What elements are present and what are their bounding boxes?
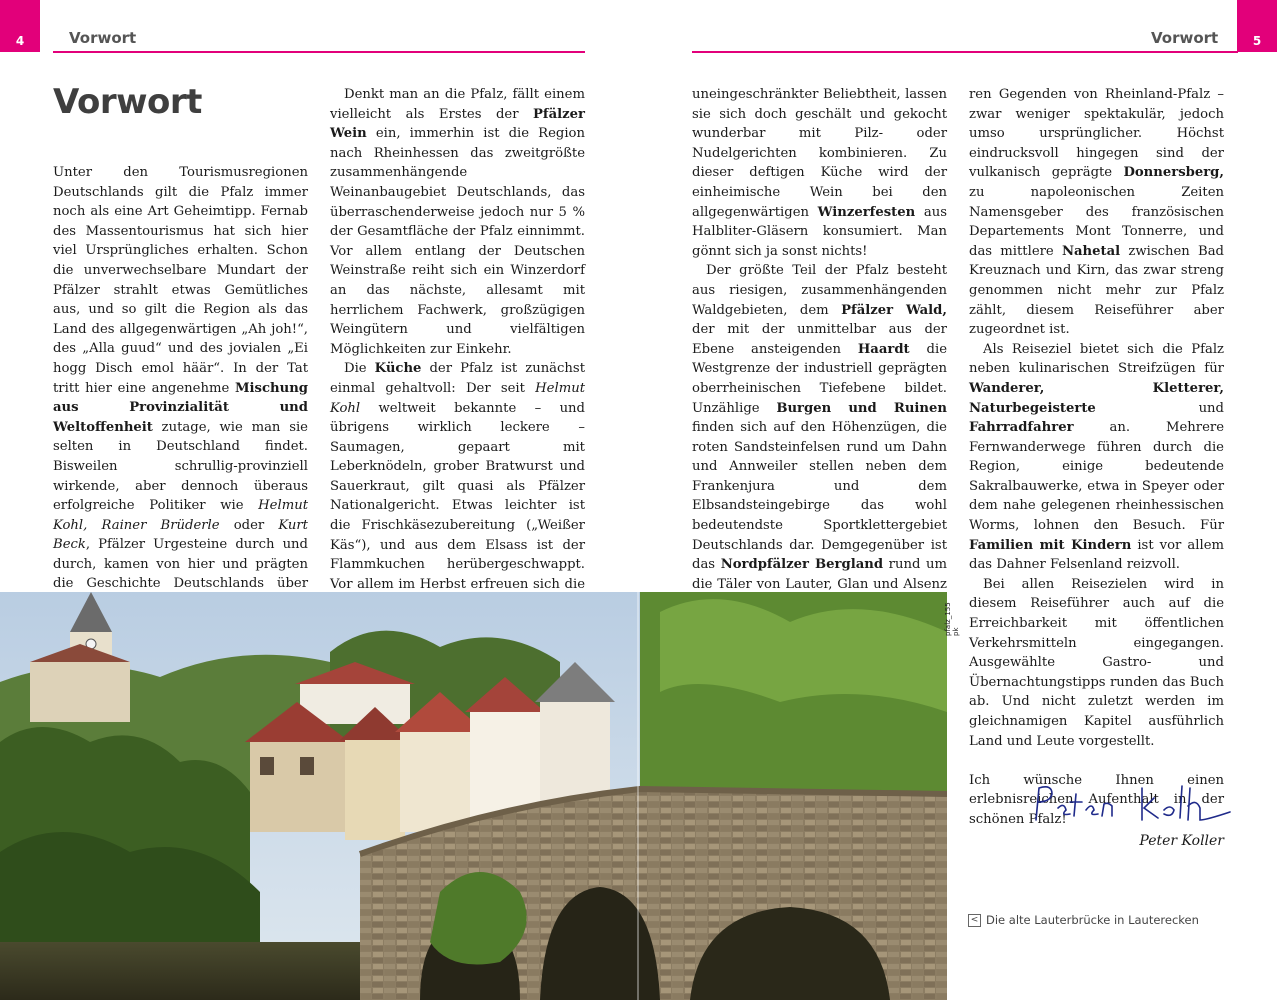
text-run: , Pfälzer Urgesteine durch und durch, kamen von hier und prägten die Geschichte Deutschlands über: [53, 537, 308, 592]
paragraph: [53, 163, 308, 614]
text-run: aus Halbliter-Gläsern konsumiert. Man gönnt sich ja sonst nichts!: [692, 204, 947, 259]
bold-text: Pfälzer Wein: [330, 106, 585, 142]
text-run: zu napoleonischen Zeiten Namensgeber des französischen Departements Mont Tonnerre, und das mittlere: [969, 184, 1224, 259]
text-run: Die: [344, 361, 375, 377]
page-gutter: [637, 592, 639, 1000]
header-rule-left: [53, 51, 585, 53]
text-run: zutage, wie man sie selten in Deutschland findet. Bisweilen schrullig-provinziell wirkende, aber dennoch überaus erfolgreiche Politiker wie: [53, 419, 308, 514]
text-column-3: [692, 85, 947, 634]
paragraph: [969, 85, 1224, 340]
italic-text: Helmut Kohl: [330, 380, 585, 416]
text-run: rund um die Täler von Lauter, Glan und Alsenz: [692, 557, 947, 592]
text-run: und: [1095, 400, 1224, 416]
bridge-photo: [0, 592, 947, 1000]
page-number-right: 5: [1237, 0, 1277, 52]
handwritten-signature: [1030, 780, 1240, 830]
bold-text: Donnersberg,: [1123, 165, 1224, 181]
paragraph: [692, 85, 947, 261]
bold-text: Pfälzer Wald,: [841, 302, 947, 318]
text-column-2: [330, 85, 585, 653]
bold-text: Familien mit Kindern: [969, 537, 1132, 553]
text-run: Als Reiseziel bietet sich die Pfalz neben kulinarischen Streifzügen für: [969, 341, 1224, 377]
text-run: Der größte Teil der Pfalz besteht aus riesigen, zusammenhängenden Waldgebieten, dem: [692, 263, 947, 318]
text-run: die Westgrenze der industriell geprägten oberrheinischen Tiefebene bildet. Unzählige: [692, 341, 947, 416]
bold-text: Wanderer, Kletterer, Naturbegeisterte: [969, 380, 1224, 416]
bold-text: Nordpfälzer Bergland: [720, 557, 884, 573]
text-column-1: [53, 163, 308, 614]
paragraph: [969, 340, 1224, 575]
paragraph: [692, 261, 947, 633]
text-run: weltweit bekannte – und übrigens wirklich leckere – Saumagen, gepaart mit Leberknödeln, grober Bratwurst und Sauerkraut, gilt quasi als Pfälzer Nationalgericht. Etwas leichter ist die Frischkäsezubereitung („Weißer Käs“), und aus dem Elsass ist der Flammkuchen herübergeschwappt. Vor allem im Herbst erfreuen sich die: [330, 400, 585, 592]
text-run: der Pfalz ist zunächst einmal gehaltvoll: Der seit: [330, 361, 585, 396]
text-run: zwischen Bad Kreuznach und Kirn, das zwar streng genommen nicht mehr zur Pfalz zählt, diesem Reiseführer aber zugeordnet ist.: [969, 243, 1224, 338]
text-run: ist vor allem das Dahner Felsenland reizvoll.: [969, 537, 1224, 573]
caption-text: Die alte Lauterbrücke in Lauterecken: [986, 913, 1199, 927]
paragraph: [969, 575, 1224, 751]
text-run: Denkt man an die Pfalz, fällt einem vielleicht als Erstes der: [330, 87, 585, 122]
photo-credit: pfalz_155 pk: [944, 602, 960, 636]
italic-text: Helmut Kohl, Rainer Brüderle: [53, 498, 308, 533]
text-run: der mit der unmittelbar aus der Ebene ansteigenden: [692, 322, 947, 357]
running-title-right: Vorwort: [1151, 29, 1219, 47]
bold-text: Burgen und Ruinen: [776, 400, 947, 416]
bold-text: Haardt: [857, 341, 910, 357]
bold-text: Mischung aus Provinzialität und Weltoffenheit: [53, 380, 308, 435]
page-number-left: 4: [0, 0, 40, 52]
bold-text: Fahrradfahrer: [969, 420, 1074, 436]
bold-text: Winzerfesten: [817, 204, 916, 220]
text-column-4: [969, 85, 1224, 830]
text-run: uneingeschränkter Beliebtheit, lassen sie sich doch geschält und gekocht wunderbar mit Pilz- oder Nudelgerichten kombinieren. Zu dieser deftigen Küche wird der einheimische Wein bei den allgegenwärtigen: [692, 87, 947, 220]
text-run: ein, immerhin ist die Region nach Rheinhessen das zweitgrößte zusammenhängende Weinanbaugebiet Deutschlands, das überraschenderweise jedoch nur 5 % der Gesamtfläche der Pfalz einnimmt. Vor allem entlang der Deutschen Weinstraße reiht sich ein Winzerdorf an das nächste, allesamt mit herrlichem Fachwerk, großzügigen Weingütern und vielfältigen Möglichkeiten zur Einkehr.: [330, 126, 585, 357]
photo-caption: [968, 913, 1199, 927]
author-name: Peter Koller: [1139, 833, 1224, 849]
text-run: Bei allen Reisezielen wird in diesem Reiseführer auch auf die Erreichbarkeit mit öffentlichen Verkehrsmitteln eingegangen. Ausgewählte Gastro- und Übernachtungstipps runden das Buch ab. Und nicht zuletzt werden im gleichnamigen Kapitel ausführlich Land und Leute vorgestellt.: [969, 576, 1224, 749]
arrow-left-icon: <: [968, 914, 981, 927]
italic-text: Kurt Beck: [53, 517, 308, 553]
text-run: finden sich auf den Höhenzügen, die roten Sandsteinfelsen rund um Dahn und Annweiler stellen neben dem Frankenjura und dem Elbsandsteingebirge das wohl bedeutendste Sportklettergebiet Deutschlands dar. Demgegenüber ist das: [692, 420, 947, 573]
paragraph: [330, 85, 585, 359]
page-title: Vorwort: [53, 82, 202, 122]
text-run: Ich wünsche Ihnen einen erlebnisreichen Aufenthalt in der schönen Pfalz!: [969, 772, 1224, 827]
text-run: ren Gegenden von Rheinland-Pfalz – zwar weniger spektakulär, jedoch umso ursprünglicher. Höchst eindrucksvoll hingegen sind der vulkanisch geprägte: [969, 87, 1224, 181]
text-run: Unter den Tourismusregionen Deutschlands gilt die Pfalz immer noch als eine Art Geheimtipp. Fernab des Massentourismus hat sich hier viel Ursprüngliches erhalten. Schon die unverwechselbare Mundart der Pfälzer strahlt etwas Gemütliches aus, und so gilt die Region als das Land des allgegenwärtigen „Ah joh!“, des „Alla guud“ und des jovialen „Ei hogg Disch emol häär“. In der Tat tritt hier eine angenehme: [53, 165, 308, 396]
running-title-left: Vorwort: [69, 29, 137, 47]
text-run: an. Mehrere Fernwanderwege führen durch die Region, einige bedeutende Sakralbauwerke, etwa in Speyer oder dem nahe gelegenen rheinhessischen Worms, lohnen den Besuch. Für: [969, 420, 1224, 534]
bold-text: Küche: [374, 361, 422, 377]
header-rule-right: [692, 51, 1238, 53]
text-run: oder: [219, 517, 279, 533]
bold-text: Nahetal: [1061, 243, 1121, 259]
